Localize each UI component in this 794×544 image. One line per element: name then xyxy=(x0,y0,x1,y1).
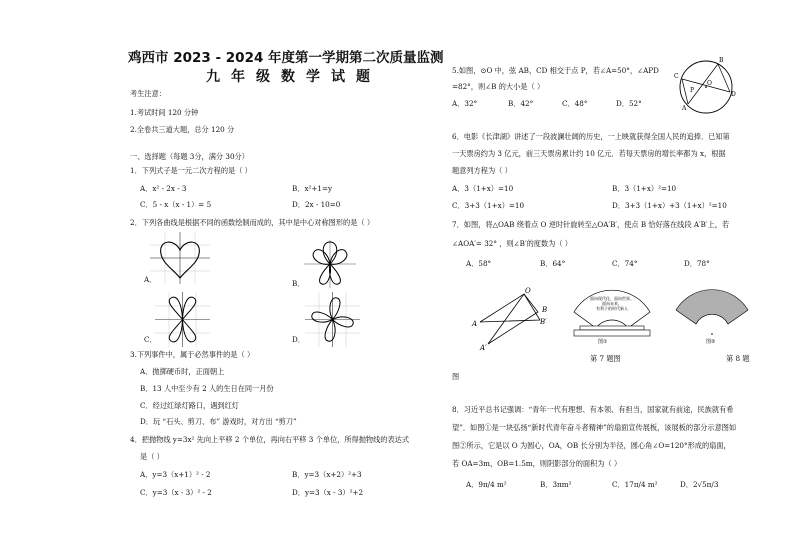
q7-rotation-figure xyxy=(468,286,554,354)
q2-figure-a xyxy=(150,232,210,284)
q5-option-c: C．48° xyxy=(562,99,588,108)
q8-figure-caption: 第 8 题 xyxy=(726,354,750,363)
q7-option-b: B．64° xyxy=(540,259,566,268)
q7-stem-cont: ∠AOA′= 32° ，则∠B′的度数为（ ） xyxy=(452,239,572,248)
q8-stem-cont3: 若 OA=3m，OB=1.5m，则阴影部分的面积为（ ） xyxy=(452,459,622,468)
q6-stem: 6．电影《长津湖》讲述了一段波澜壮阔的历史，一上映就获得全国人民的追捧．已知第 xyxy=(452,132,730,141)
q3-option-a: A．抛掷硬币时，正面朝上 xyxy=(140,367,225,376)
q8-fan-board-figure xyxy=(570,282,654,344)
exam-title: 鸡西市 2023 - 2024 年度第一学期第二次质量监测 xyxy=(128,50,444,66)
q5-label-a: A xyxy=(682,105,687,112)
q3-option-b: B．13 人中至少有 2 人的生日在同一月份 xyxy=(140,384,274,393)
q7-label-b: B xyxy=(542,306,548,314)
q4-stem: 4．把抛物线 y=3x² 先向上平移 2 个单位，再向右平移 3 个单位，所得抛物线的表达式 xyxy=(130,435,410,444)
q6-option-c: C．3+3（1+x）=10 xyxy=(452,201,525,210)
q2-option-d: D． xyxy=(292,335,305,344)
q8-option-b: B．3πm² xyxy=(540,480,572,489)
notice-item-2: 2.全卷共三道大题，总分 120 分 xyxy=(130,125,235,134)
q5-option-d: D．52° xyxy=(616,99,642,108)
q8-sector-figure xyxy=(672,282,752,344)
q4-option-b: B．y=3（x+2）²+3 xyxy=(292,470,362,479)
q8-stem-cont: 望”．如图①是一块弘扬“新时代青年奋斗者精神”的扇面宣传展板，该展板的部分示意图如 xyxy=(452,423,737,432)
q6-stem-cont: 一天票房约为 3 亿元，前三天票房累计约 10 亿元．若每天票房的增长率都为 x，根据 xyxy=(452,149,726,158)
fan-text-2: 面向未来， xyxy=(602,301,622,306)
q5-stem: 5.如图，⊙O 中，弦 AB，CD 相交于点 P，若∠A=50°，∠APD xyxy=(452,66,659,75)
q4-option-d: D．y=3（x - 3）²+2 xyxy=(292,488,364,497)
q7-option-c: C．74° xyxy=(612,259,638,268)
q4-option-a: A．y=3（x+1）² - 2 xyxy=(140,470,211,479)
q7-label-a: A xyxy=(472,320,478,328)
q8-option-d: D．2√5π/3 xyxy=(680,480,719,489)
q8-stem: 8．习近平总书记强调：“青年一代有理想、有本领、有担当，国家就有前途，民族就有希 xyxy=(452,405,734,414)
notice-item-1: 1.考试时间 120 分钟 xyxy=(130,108,199,117)
fig-2-label: 图② xyxy=(706,339,716,345)
q8-option-c: C．17π/4 m² xyxy=(612,480,658,489)
q8-stem-cont2: 图②所示，它是以 O 为圆心，OA，OB 长分别为半径，圆心角∠O=120°形成的扇面， xyxy=(452,441,731,450)
fan-text-3: 有利于的时代新人 xyxy=(596,306,628,311)
fig-1-label: 图① xyxy=(598,339,608,345)
q7-figure-caption: 第 7 题图 xyxy=(590,354,621,363)
q1-option-d: D．2x - 10=0 xyxy=(292,200,341,209)
q5-label-b: B xyxy=(719,57,724,64)
q5-label-o: O xyxy=(707,80,712,87)
q2-option-c: C． xyxy=(144,335,157,344)
q3-stem: 3.下列事件中，属于必然事件的是（ ） xyxy=(130,350,255,359)
q1-option-a: A．x² - 2x - 3 xyxy=(140,184,187,193)
q5-circle-figure xyxy=(668,56,738,118)
q5-label-c: C xyxy=(674,73,679,80)
q7-label-o: O xyxy=(525,287,531,295)
q8-option-a: A．9π/4 m² xyxy=(466,480,507,489)
q1-option-c: C．5 - x（x - 1）= 5 xyxy=(140,200,212,209)
q4-stem-cont: 是（ ） xyxy=(140,452,164,461)
q2-figure-b xyxy=(304,240,356,288)
q7-label-bp: B′ xyxy=(540,318,547,326)
q7-label-ap: A′ xyxy=(480,344,487,352)
q4-option-c: C．y=3（x - 3）² - 2 xyxy=(140,488,212,497)
q2-figure-d xyxy=(305,292,360,347)
q5-option-a: A．32° xyxy=(452,99,478,108)
exam-subtitle: 九年级数学试题 xyxy=(206,69,381,85)
q7-option-d: D．78° xyxy=(684,259,710,268)
q5-label-p: P xyxy=(690,87,695,94)
q2-figure-c xyxy=(155,292,210,347)
q3-option-d: D．玩 “石头、剪刀、布” 游戏时，对方出 “剪刀” xyxy=(140,417,297,426)
q3-option-c: C．经过红绿灯路口，遇到红灯 xyxy=(140,401,239,410)
q2-option-a: A． xyxy=(144,275,157,284)
q5-label-d: D xyxy=(731,91,736,98)
q1-option-b: B．x²+1=y xyxy=(292,184,333,193)
q6-option-d: D．3+3（1+x）+3（1+x）²=10 xyxy=(612,201,727,210)
q5-option-b: B．42° xyxy=(508,99,534,108)
q1-stem: 1．下列式子是一元二次方程的是（ ） xyxy=(130,166,252,175)
q5-stem-cont: =82°，则∠B 的大小是（ ） xyxy=(452,82,545,91)
fan-text-1: 面向现代化、面向世界、 xyxy=(590,296,634,301)
notice-heading: 考生注意： xyxy=(130,89,166,98)
q8-figure-caption-tail: 图 xyxy=(452,372,460,381)
q7-option-a: A．58° xyxy=(466,259,492,268)
section-heading: 一、选择题（每题 3分，满分 30分） xyxy=(130,152,249,161)
q6-stem-cont2: 题意列方程为（ ） xyxy=(452,166,512,175)
q7-stem: 7．如图，将△OAB 绕着点 O 逆时针旋转至△OA′B′，使点 B 恰好落在线段 A′B′上，若 xyxy=(452,220,730,229)
q6-option-a: A．3（1+x）=10 xyxy=(452,184,514,193)
q2-option-b: B． xyxy=(292,279,305,288)
q6-option-b: B．3（1+x）²=10 xyxy=(612,184,677,193)
q2-stem: 2．下列各曲线是根据不同的函数绘制而成的，其中是中心对称图形的是（ ） xyxy=(130,218,375,227)
